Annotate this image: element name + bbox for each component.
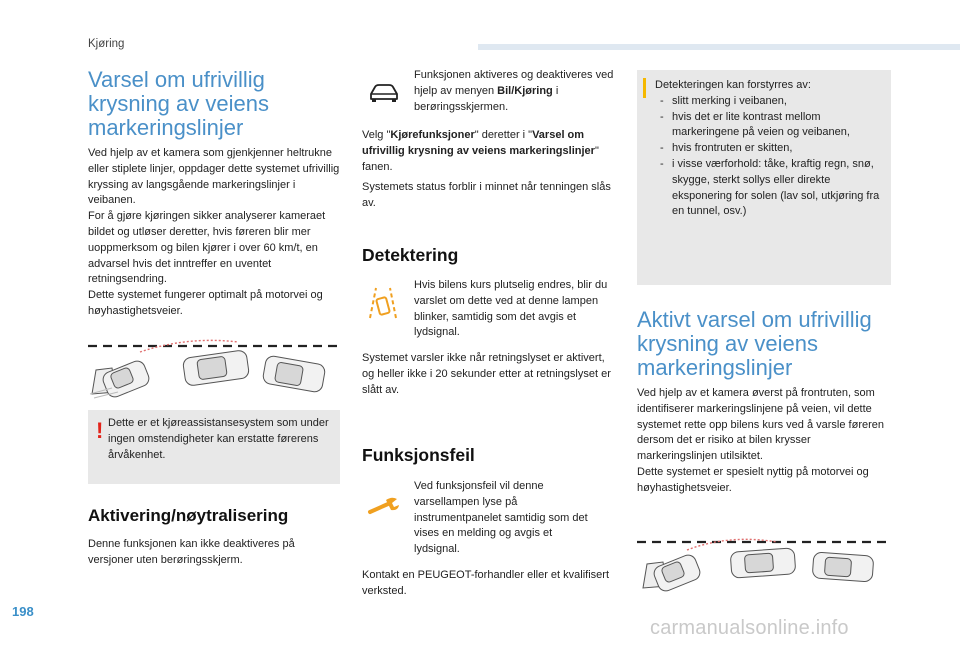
car-drawing-1 <box>643 553 702 592</box>
select-text-mid: " deretter i " <box>474 129 533 141</box>
active-warning-title: Aktivt varsel om ufrivillig krysning av veiens markeringslinjer <box>637 307 872 380</box>
exclamation-icon: ! <box>96 418 104 443</box>
select-instruction <box>362 128 612 175</box>
page-number: 198 <box>12 604 34 619</box>
info-icon <box>643 78 646 98</box>
car-drawing-2 <box>730 548 796 578</box>
active-lane-illustration <box>637 528 891 592</box>
car-menu-path: Bil/Kjøring <box>497 84 553 97</box>
select-menu-item: Kjørefunksjoner <box>390 129 475 141</box>
header-bar <box>478 44 960 50</box>
car-menu-text-part: Funksjonen aktiveres og deaktiveres ved hjelp av menyen <box>414 69 614 97</box>
select-text-end: " fanen. <box>362 144 599 173</box>
list-item: - hvis frontruten er skitten, <box>655 141 887 157</box>
page-title: Varsel om ufrivillig krysning av veiens markeringslinjer <box>88 67 269 140</box>
select-text-part: Velg " <box>362 129 391 141</box>
select-tab-name: Varsel om ufrivillig krysning av veiens markeringslinjer <box>362 129 595 157</box>
intro-paragraph-3: Dette systemet fungerer optimalt på motorvei og høyhastighetsveier. <box>88 289 323 317</box>
detection-text: Hvis bilens kurs plutselig endres, blir du varslet om dette ved at denne lampen blinker, samtidig som det avgis et lydsignal. <box>414 279 608 339</box>
status-text: Systemets status forblir i minnet når tenningen slås av. <box>362 181 611 209</box>
car-menu-text <box>414 68 628 115</box>
activation-text: Denne funksjonen kan ikke deaktiveres på versjoner uten berøringsskjerm. <box>88 538 295 566</box>
active-warning-text <box>637 386 893 497</box>
interference-list <box>655 94 887 220</box>
fault-text: Ved funksjonsfeil vil denne varsellampen lyse på instrumentpanelet samtidig som det vises en melding og avgis et lydsignal. <box>414 480 588 556</box>
car-icon <box>367 82 401 104</box>
watermark: carmanualsonline.info <box>650 617 849 639</box>
info-content <box>655 78 887 220</box>
active-paragraph-1: Ved hjelp av et kamera øverst på frontruten, som identifiserer markeringslinjene på veien, vil dette systemet rette opp bilens kurs ved å varsle føreren dersom det er risiko at bilen krysser markeringslinjen utilsiktet. <box>637 387 884 463</box>
list-item: - hvis det er lite kontrast mellom markeringene på veien og veibanen, <box>655 110 887 142</box>
detection-heading: Detektering <box>362 245 459 265</box>
section-label: Kjøring <box>88 38 125 50</box>
warning-text: Dette er et kjøreassistansesystem som under ingen omstendigheter kan erstatte førerens årvåkenhet. <box>108 417 329 461</box>
car-drawing-2 <box>182 350 249 387</box>
warning-box <box>88 410 340 484</box>
detection-note: Systemet varsler ikke når retningslyset er aktivert, og heller ikke i 20 sekunder etter at retningslyset er slått av. <box>362 352 611 396</box>
info-intro: Detekteringen kan forstyrres av: <box>655 79 811 91</box>
lane-warning-lamp-icon <box>366 284 400 320</box>
lane-departure-illustration <box>88 332 342 400</box>
fault-note: Kontakt en PEUGEOT-forhandler eller et kvalifisert verksted. <box>362 569 609 597</box>
intro-paragraph-2: For å gjøre kjøringen sikker analyserer kameraet bildet og utløser deretter, hvis føreren blir mer uoppmerksom og bilen kjører i over 60 km/t, en advarsel hvis det inntreffer en uventet retningsendring. <box>88 210 326 286</box>
fault-heading: Funksjonsfeil <box>362 445 475 465</box>
car-drawing-3 <box>812 552 874 582</box>
car-menu-text-end: i berøringsskjermen. <box>414 84 559 113</box>
car-drawing-1 <box>92 359 151 400</box>
active-paragraph-2: Dette systemet er spesielt nyttig på motorvei og høyhastighetsveier. <box>637 465 869 494</box>
wrench-icon <box>366 494 402 518</box>
info-box <box>637 70 891 285</box>
intro-text <box>88 146 346 320</box>
intro-paragraph-1: Ved hjelp av et kamera som gjenkjenner heltrukne eller stiplete linjer, oppdager dette systemet ufrivillig kryssing av langsgående markeringslinjer i veibanen. <box>88 147 340 207</box>
list-item: - slitt merking i veibanen, <box>655 94 887 110</box>
list-item: - i visse værforhold: tåke, kraftig regn, snø, skygge, sterkt sollys eller direkte eksponering for solen (lav sol, utkjøring fra en tunnel, osv.) <box>655 157 887 220</box>
car-drawing-3 <box>262 355 326 393</box>
activation-heading: Aktivering/nøytralisering <box>88 506 289 525</box>
